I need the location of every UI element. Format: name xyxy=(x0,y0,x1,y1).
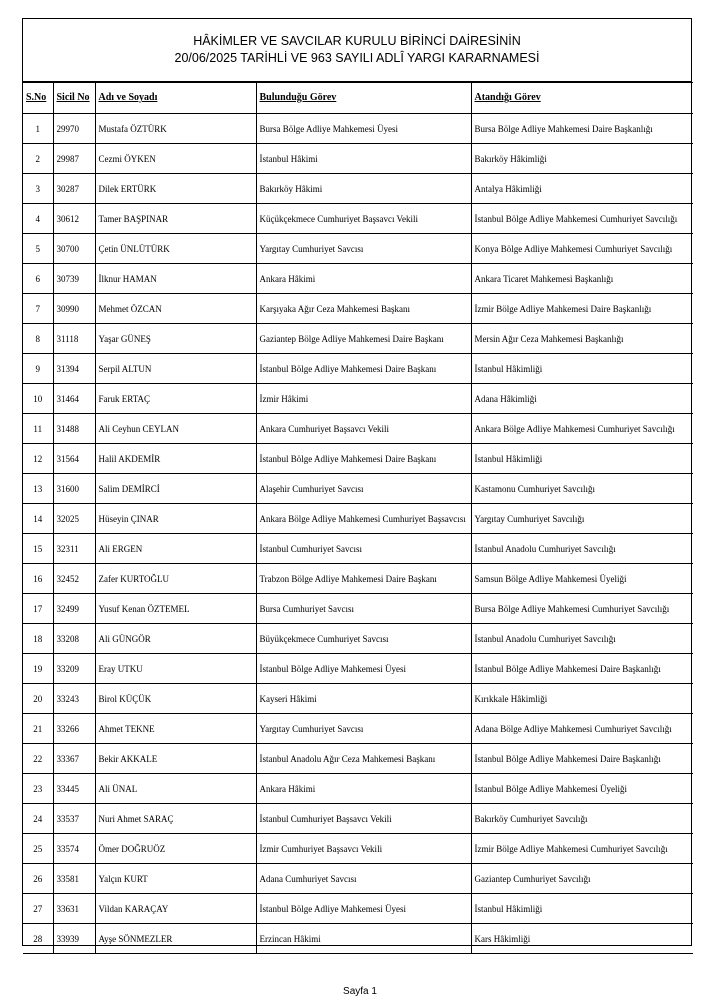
person-name: Dilek ERTÜRK xyxy=(95,174,256,204)
table-row xyxy=(23,204,693,234)
assigned-position: İstanbul Bölge Adliye Mahkemesi Daire Başkanlığı xyxy=(471,744,693,774)
person-name: Salim DEMİRCİ xyxy=(95,474,256,504)
table-row xyxy=(23,144,693,174)
current-position: Trabzon Bölge Adliye Mahkemesi Daire Başkanı xyxy=(256,564,471,594)
assigned-position: Ankara Bölge Adliye Mahkemesi Cumhuriyet Savcılığı xyxy=(471,414,693,444)
person-name: Serpil ALTUN xyxy=(95,354,256,384)
appointments-table xyxy=(23,82,693,954)
current-position: İstanbul Hâkimi xyxy=(256,144,471,174)
assigned-position: Bursa Bölge Adliye Mahkemesi Daire Başkanlığı xyxy=(471,114,693,144)
sicil-number: 32499 xyxy=(53,594,95,624)
assigned-position: İstanbul Hâkimliği xyxy=(471,444,693,474)
row-number: 12 xyxy=(23,444,53,474)
table-row xyxy=(23,834,693,864)
sicil-number: 31394 xyxy=(53,354,95,384)
sicil-number: 33537 xyxy=(53,804,95,834)
assigned-position: Mersin Ağır Ceza Mahkemesi Başkanlığı xyxy=(471,324,693,354)
table-row xyxy=(23,774,693,804)
person-name: Mustafa ÖZTÜRK xyxy=(95,114,256,144)
table-row xyxy=(23,684,693,714)
current-position: Karşıyaka Ağır Ceza Mahkemesi Başkanı xyxy=(256,294,471,324)
assigned-position: Yargıtay Cumhuriyet Savcılığı xyxy=(471,504,693,534)
person-name: Zafer KURTOĞLU xyxy=(95,564,256,594)
person-name: Eray UTKU xyxy=(95,654,256,684)
row-number: 16 xyxy=(23,564,53,594)
table-row xyxy=(23,594,693,624)
row-number: 25 xyxy=(23,834,53,864)
person-name: Ali ERGEN xyxy=(95,534,256,564)
person-name: Nuri Ahmet SARAÇ xyxy=(95,804,256,834)
assigned-position: İstanbul Bölge Adliye Mahkemesi Daire Başkanlığı xyxy=(471,654,693,684)
person-name: Yusuf Kenan ÖZTEMEL xyxy=(95,594,256,624)
assigned-position: Ankara Ticaret Mahkemesi Başkanlığı xyxy=(471,264,693,294)
row-number: 26 xyxy=(23,864,53,894)
current-position: Büyükçekmece Cumhuriyet Savcısı xyxy=(256,624,471,654)
row-number: 13 xyxy=(23,474,53,504)
row-number: 24 xyxy=(23,804,53,834)
row-number: 17 xyxy=(23,594,53,624)
person-name: Yalçın KURT xyxy=(95,864,256,894)
person-name: Çetin ÜNLÜTÜRK xyxy=(95,234,256,264)
sicil-number: 30287 xyxy=(53,174,95,204)
sicil-number: 33209 xyxy=(53,654,95,684)
title-line-1: HÂKİMLER VE SAVCILAR KURULU BİRİNCİ DAİRESİNİN xyxy=(193,34,521,48)
assigned-position: Bakırköy Hâkimliği xyxy=(471,144,693,174)
table-row xyxy=(23,414,693,444)
sicil-number: 33939 xyxy=(53,924,95,954)
sicil-number: 30700 xyxy=(53,234,95,264)
sicil-number: 31118 xyxy=(53,324,95,354)
table-row xyxy=(23,324,693,354)
row-number: 9 xyxy=(23,354,53,384)
sicil-number: 33266 xyxy=(53,714,95,744)
header-sicil-no: Sicil No xyxy=(53,83,95,114)
document-title xyxy=(23,19,691,82)
person-name: Birol KÜÇÜK xyxy=(95,684,256,714)
table-row xyxy=(23,474,693,504)
person-name: Ömer DOĞRUÖZ xyxy=(95,834,256,864)
title-line-2: 20/06/2025 TARİHLİ VE 963 SAYILI ADLÎ YARGI KARARNAMESİ xyxy=(174,51,540,65)
row-number: 2 xyxy=(23,144,53,174)
assigned-position: İstanbul Hâkimliği xyxy=(471,894,693,924)
current-position: Gaziantep Bölge Adliye Mahkemesi Daire Başkanı xyxy=(256,324,471,354)
sicil-number: 33208 xyxy=(53,624,95,654)
table-row xyxy=(23,444,693,474)
assigned-position: Bursa Bölge Adliye Mahkemesi Cumhuriyet Savcılığı xyxy=(471,594,693,624)
table-row xyxy=(23,924,693,954)
table-row xyxy=(23,384,693,414)
assigned-position: İstanbul Bölge Adliye Mahkemesi Üyeliği xyxy=(471,774,693,804)
table-row xyxy=(23,504,693,534)
row-number: 7 xyxy=(23,294,53,324)
table-row xyxy=(23,744,693,774)
table-row xyxy=(23,564,693,594)
row-number: 5 xyxy=(23,234,53,264)
current-position: Bursa Cumhuriyet Savcısı xyxy=(256,594,471,624)
sicil-number: 33243 xyxy=(53,684,95,714)
sicil-number: 32311 xyxy=(53,534,95,564)
current-position: İstanbul Bölge Adliye Mahkemesi Daire Başkanı xyxy=(256,354,471,384)
current-position: İstanbul Bölge Adliye Mahkemesi Üyesi xyxy=(256,894,471,924)
current-position: İzmir Cumhuriyet Başsavcı Vekili xyxy=(256,834,471,864)
page-number: Sayfa 1 xyxy=(343,986,377,997)
table-row xyxy=(23,714,693,744)
table-row xyxy=(23,294,693,324)
person-name: Bekir AKKALE xyxy=(95,744,256,774)
sicil-number: 33445 xyxy=(53,774,95,804)
row-number: 4 xyxy=(23,204,53,234)
assigned-position: Bakırköy Cumhuriyet Savcılığı xyxy=(471,804,693,834)
sicil-number: 33631 xyxy=(53,894,95,924)
current-position: İstanbul Anadolu Ağır Ceza Mahkemesi Başkanı xyxy=(256,744,471,774)
sicil-number: 30739 xyxy=(53,264,95,294)
sicil-number: 32025 xyxy=(53,504,95,534)
current-position: Alaşehir Cumhuriyet Savcısı xyxy=(256,474,471,504)
assigned-position: İstanbul Bölge Adliye Mahkemesi Cumhuriyet Savcılığı xyxy=(471,204,693,234)
person-name: Tamer BAŞPINAR xyxy=(95,204,256,234)
sicil-number: 32452 xyxy=(53,564,95,594)
table-row xyxy=(23,864,693,894)
person-name: Mehmet ÖZCAN xyxy=(95,294,256,324)
row-number: 20 xyxy=(23,684,53,714)
current-position: İstanbul Cumhuriyet Başsavcı Vekili xyxy=(256,804,471,834)
assigned-position: İzmir Bölge Adliye Mahkemesi Daire Başkanlığı xyxy=(471,294,693,324)
current-position: Küçükçekmece Cumhuriyet Başsavcı Vekili xyxy=(256,204,471,234)
sicil-number: 31488 xyxy=(53,414,95,444)
current-position: Ankara Cumhuriyet Başsavcı Vekili xyxy=(256,414,471,444)
current-position: Ankara Hâkimi xyxy=(256,774,471,804)
sicil-number: 33367 xyxy=(53,744,95,774)
current-position: Ankara Hâkimi xyxy=(256,264,471,294)
assigned-position: Kastamonu Cumhuriyet Savcılığı xyxy=(471,474,693,504)
current-position: İstanbul Cumhuriyet Savcısı xyxy=(256,534,471,564)
assigned-position: Konya Bölge Adliye Mahkemesi Cumhuriyet Savcılığı xyxy=(471,234,693,264)
current-position: Erzincan Hâkimi xyxy=(256,924,471,954)
sicil-number: 29970 xyxy=(53,114,95,144)
sicil-number: 30990 xyxy=(53,294,95,324)
table-row xyxy=(23,654,693,684)
table-row xyxy=(23,804,693,834)
current-position: Kayseri Hâkimi xyxy=(256,684,471,714)
row-number: 19 xyxy=(23,654,53,684)
table-row xyxy=(23,114,693,144)
assigned-position: Adana Hâkimliği xyxy=(471,384,693,414)
row-number: 14 xyxy=(23,504,53,534)
person-name: Hüseyin ÇINAR xyxy=(95,504,256,534)
sicil-number: 29987 xyxy=(53,144,95,174)
assigned-position: İstanbul Anadolu Cumhuriyet Savcılığı xyxy=(471,624,693,654)
current-position: Adana Cumhuriyet Savcısı xyxy=(256,864,471,894)
person-name: Vildan KARAÇAY xyxy=(95,894,256,924)
row-number: 23 xyxy=(23,774,53,804)
row-number: 28 xyxy=(23,924,53,954)
assigned-position: Kars Hâkimliği xyxy=(471,924,693,954)
sicil-number: 31564 xyxy=(53,444,95,474)
row-number: 18 xyxy=(23,624,53,654)
current-position: Yargıtay Cumhuriyet Savcısı xyxy=(256,234,471,264)
table-row xyxy=(23,234,693,264)
current-position: Yargıtay Cumhuriyet Savcısı xyxy=(256,714,471,744)
table-row xyxy=(23,624,693,654)
person-name: Ahmet TEKNE xyxy=(95,714,256,744)
assigned-position: Kırıkkale Hâkimliği xyxy=(471,684,693,714)
table-body xyxy=(23,114,693,954)
assigned-position: İzmir Bölge Adliye Mahkemesi Cumhuriyet Savcılığı xyxy=(471,834,693,864)
table-row xyxy=(23,174,693,204)
person-name: Ali GÜNGÖR xyxy=(95,624,256,654)
header-assigned-position: Atandığı Görev xyxy=(471,83,693,114)
row-number: 10 xyxy=(23,384,53,414)
row-number: 11 xyxy=(23,414,53,444)
person-name: Faruk ERTAÇ xyxy=(95,384,256,414)
person-name: Halil AKDEMİR xyxy=(95,444,256,474)
person-name: Yaşar GÜNEŞ xyxy=(95,324,256,354)
table-row xyxy=(23,354,693,384)
current-position: Bakırköy Hâkimi xyxy=(256,174,471,204)
row-number: 6 xyxy=(23,264,53,294)
assigned-position: Antalya Hâkimliği xyxy=(471,174,693,204)
assigned-position: İstanbul Hâkimliği xyxy=(471,354,693,384)
table-header-row xyxy=(23,83,693,114)
person-name: Ali ÜNAL xyxy=(95,774,256,804)
row-number: 15 xyxy=(23,534,53,564)
header-name: Adı ve Soyadı xyxy=(95,83,256,114)
row-number: 3 xyxy=(23,174,53,204)
assigned-position: Gaziantep Cumhuriyet Savcılığı xyxy=(471,864,693,894)
person-name: Ali Ceyhun CEYLAN xyxy=(95,414,256,444)
current-position: İstanbul Bölge Adliye Mahkemesi Üyesi xyxy=(256,654,471,684)
sicil-number: 33574 xyxy=(53,834,95,864)
table-row xyxy=(23,894,693,924)
sicil-number: 33581 xyxy=(53,864,95,894)
table-row xyxy=(23,264,693,294)
assigned-position: Samsun Bölge Adliye Mahkemesi Üyeliği xyxy=(471,564,693,594)
row-number: 27 xyxy=(23,894,53,924)
sicil-number: 31464 xyxy=(53,384,95,414)
header-sno: S.No xyxy=(23,83,53,114)
document-frame xyxy=(22,18,692,946)
sicil-number: 31600 xyxy=(53,474,95,504)
row-number: 1 xyxy=(23,114,53,144)
person-name: Ayşe SÖNMEZLER xyxy=(95,924,256,954)
row-number: 8 xyxy=(23,324,53,354)
current-position: İstanbul Bölge Adliye Mahkemesi Daire Başkanı xyxy=(256,444,471,474)
sicil-number: 30612 xyxy=(53,204,95,234)
row-number: 22 xyxy=(23,744,53,774)
current-position: İzmir Hâkimi xyxy=(256,384,471,414)
assigned-position: Adana Bölge Adliye Mahkemesi Cumhuriyet Savcılığı xyxy=(471,714,693,744)
row-number: 21 xyxy=(23,714,53,744)
header-current-position: Bulunduğu Görev xyxy=(256,83,471,114)
table-row xyxy=(23,534,693,564)
person-name: İlknur HAMAN xyxy=(95,264,256,294)
current-position: Bursa Bölge Adliye Mahkemesi Üyesi xyxy=(256,114,471,144)
person-name: Cezmi ÖYKEN xyxy=(95,144,256,174)
current-position: Ankara Bölge Adliye Mahkemesi Cumhuriyet Başsavcısı xyxy=(256,504,471,534)
assigned-position: İstanbul Anadolu Cumhuriyet Savcılığı xyxy=(471,534,693,564)
